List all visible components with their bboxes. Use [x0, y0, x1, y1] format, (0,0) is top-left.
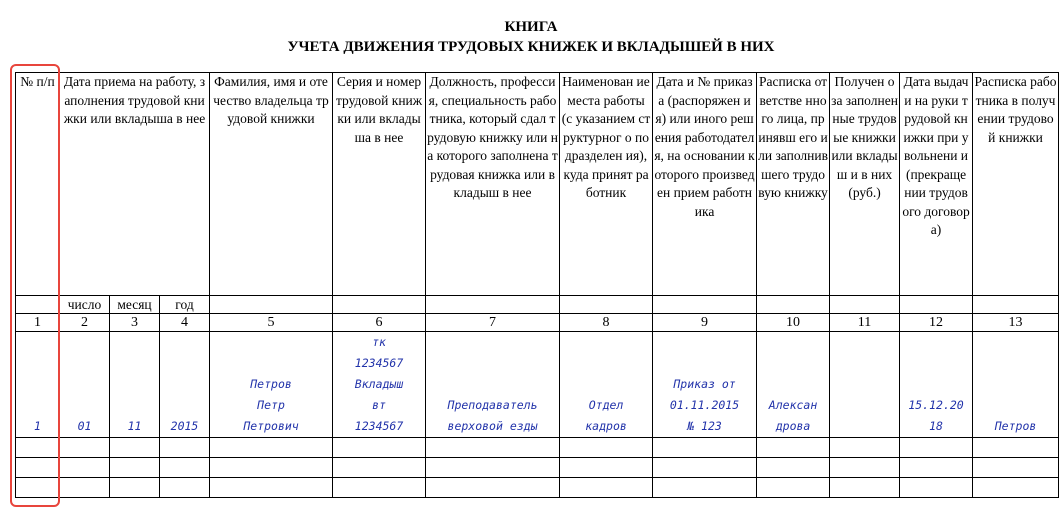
empty-row	[16, 458, 1059, 478]
column-number: 1	[16, 314, 60, 332]
header-hire-date: Дата приема на работу, заполнения трудовой книжки или вкладыша в нее	[60, 73, 210, 296]
header-row	[16, 73, 1059, 296]
empty-row	[16, 438, 1059, 458]
header-receipt: Расписка работника в получении трудовой книжки	[973, 73, 1059, 296]
header-order: Дата и № приказа (распоряжен ия) или иного решения работодателя, на основании которого произведен прием работника	[653, 73, 757, 296]
column-number: 12	[900, 314, 973, 332]
subheader-year: год	[160, 296, 210, 314]
header-position: Должность, профессия, специальность работника, который сдал трудовую книжку или на которого заполнена трудовая книжка или вкладыш в нее	[426, 73, 560, 296]
column-number: 5	[210, 314, 333, 332]
column-number: 9	[653, 314, 757, 332]
workplace: Отдел кадров	[560, 332, 653, 438]
column-number: 13	[973, 314, 1059, 332]
hire-year: 2015	[160, 332, 210, 438]
owner-name: Петров Петр Петрович	[210, 332, 333, 438]
header-responsible: Расписка ответстве нного лица, принявш его или заполнив шего трудовую книжку	[757, 73, 830, 296]
subheader-month: месяц	[110, 296, 160, 314]
header-workplace: Наименован ие места работы (с указанием структурног о подразделен ия), куда принят работник	[560, 73, 653, 296]
header-series: Серия и номер трудовой книжки или вкладыша в нее	[333, 73, 426, 296]
column-number: 6	[333, 314, 426, 332]
column-number: 7	[426, 314, 560, 332]
header-owner: Фамилия, имя и отечество владельца трудовой книжки	[210, 73, 333, 296]
header-num: № п/п	[16, 73, 60, 296]
table-row	[16, 332, 1059, 438]
empty-row	[16, 478, 1059, 498]
column-number: 4	[160, 314, 210, 332]
subheader-day: число	[60, 296, 110, 314]
order: Приказ от 01.11.2015 № 123	[653, 332, 757, 438]
column-number: 3	[110, 314, 160, 332]
row-number: 1	[16, 332, 60, 438]
register-table	[15, 72, 1059, 498]
subheader-row	[16, 296, 1059, 314]
column-number: 2	[60, 314, 110, 332]
responsible-signature: Алексан дрова	[757, 332, 830, 438]
book-subtitle: УЧЕТА ДВИЖЕНИЯ ТРУДОВЫХ КНИЖЕК И ВКЛАДЫШЕЙ В НИХ	[287, 39, 775, 55]
book-series: тк 1234567 Вкладыш вт 1234567	[333, 332, 426, 438]
hire-month: 11	[110, 332, 160, 438]
paid-amount	[830, 332, 900, 438]
column-number-row	[16, 314, 1059, 332]
header-paid: Получен о за заполнен ные трудовые книжки или вкладыш и в них (руб.)	[830, 73, 900, 296]
column-number: 11	[830, 314, 900, 332]
issue-date: 15.12.20 18	[900, 332, 973, 438]
position: Преподаватель верховой езды	[426, 332, 560, 438]
column-number: 10	[757, 314, 830, 332]
header-issue-date: Дата выдачи на руки трудовой книжки при увольнени и (прекраще нии трудового договора)	[900, 73, 973, 296]
hire-day: 01	[60, 332, 110, 438]
employee-signature: Петров	[973, 332, 1059, 438]
column-number: 8	[560, 314, 653, 332]
book-title: КНИГА	[504, 19, 558, 35]
column-highlight	[10, 64, 60, 507]
